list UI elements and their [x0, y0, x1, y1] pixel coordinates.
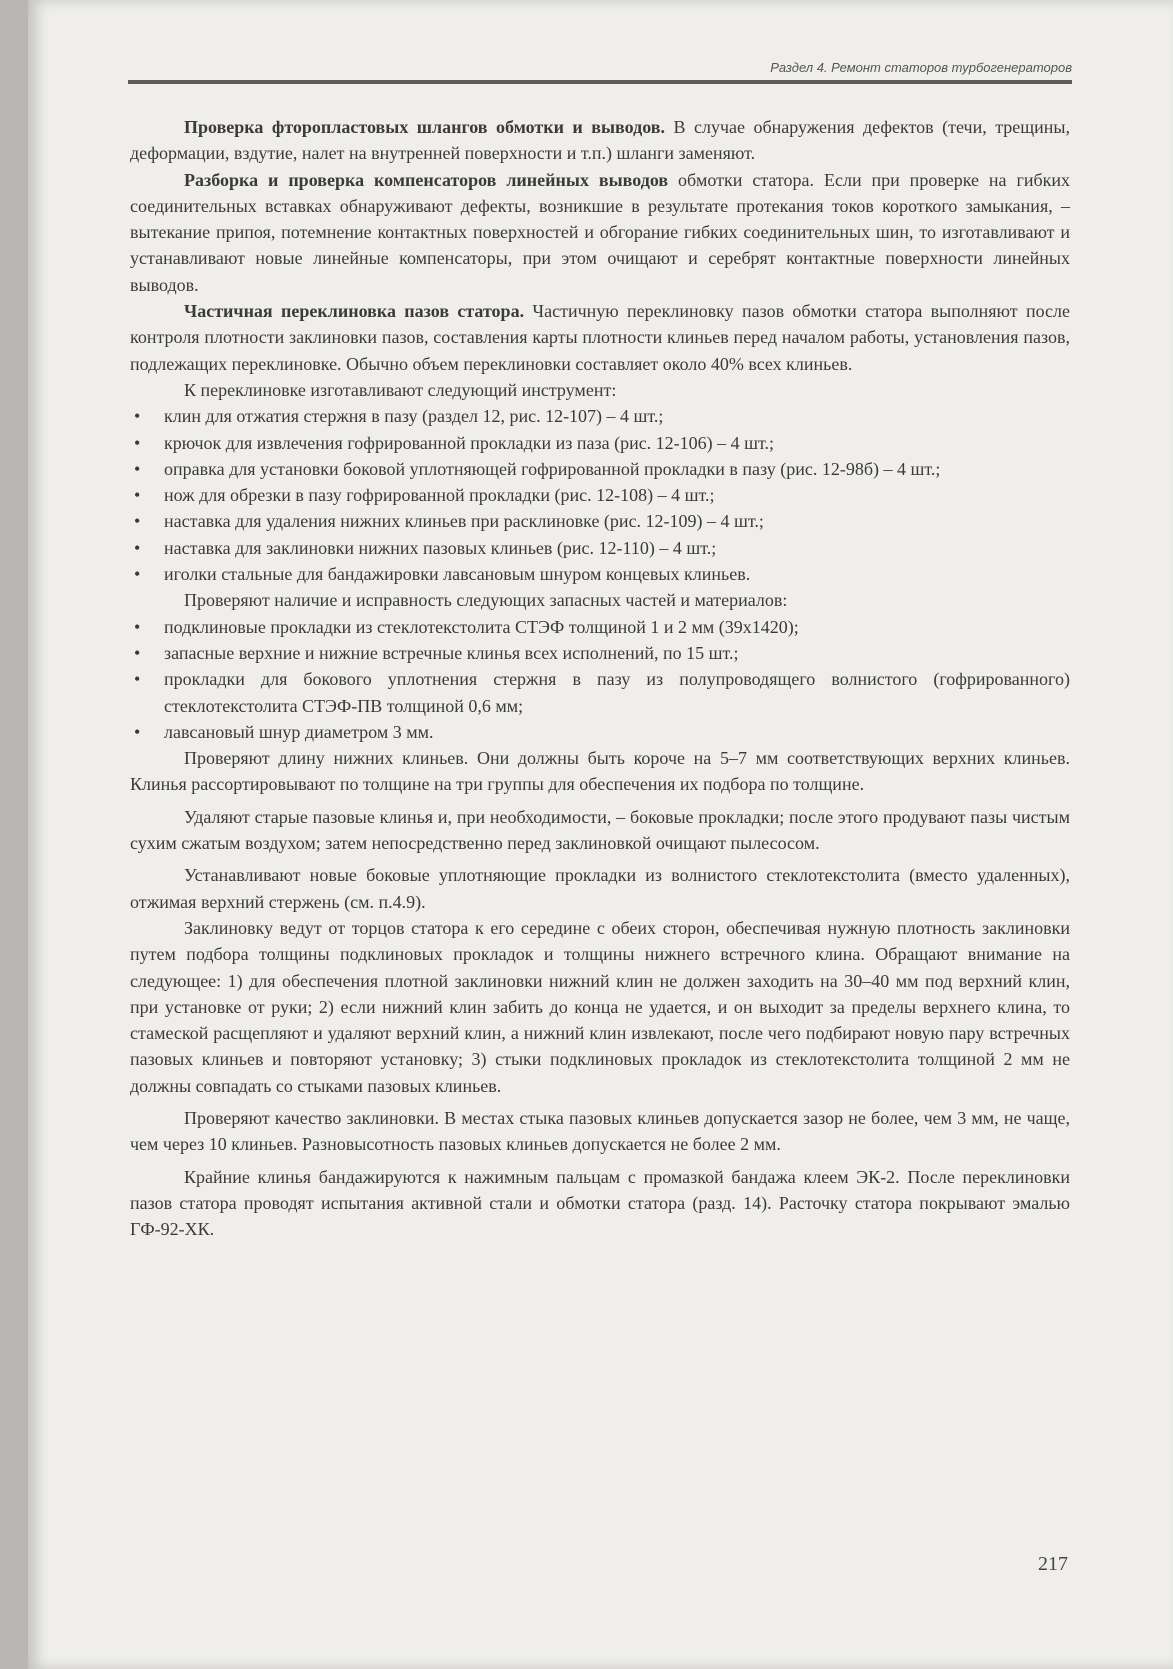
document-page: [28, 0, 1173, 1669]
paragraph-banding: Крайние клинья бандажируются к нажимным пальцам с промазкой бандажа клеем ЭК-2. После переклиновки пазов статора проводят испытания активной стали и обмотки статора (разд. 14). Расточку статора покрывают эмалью ГФ-92-ХК.: [130, 1166, 1070, 1240]
list-item-text: лавсановый шнур диаметром 3 мм.: [164, 721, 434, 742]
tools-list: [130, 403, 1070, 587]
paragraph-heading: Проверка фторопластовых шлангов обмотки и выводов.: [184, 117, 666, 137]
parts-intro: Проверяют наличие и исправность следующих запасных частей и материалов:: [184, 590, 788, 611]
bullet-icon: •: [134, 485, 141, 506]
list-item: [130, 403, 1070, 429]
bullet-icon: •: [134, 537, 141, 558]
list-item: [130, 614, 1070, 640]
bullet-icon: •: [134, 564, 141, 585]
paragraph-wedge-length: Проверяют длину нижних клиньев. Они должны быть короче на 5–7 мм соответствующих верхних клиньев. Клинья рассортировывают по толщине на три группы для обеспечения их подбора по толщине.: [130, 748, 1070, 795]
bullet-icon: •: [134, 511, 141, 532]
parts-list: [130, 614, 1070, 745]
paragraph-rewedging: [130, 298, 1070, 377]
paragraph-text: В случае обнаружения дефектов (течи, трещины, деформации, вздутие, налет на внутренней поверхности и т.п.) шланги заменяют.: [130, 117, 1070, 164]
page-body: [130, 114, 1070, 1242]
list-item: [130, 561, 1070, 587]
list-item: [130, 482, 1070, 508]
bullet-icon: •: [134, 642, 141, 663]
list-item-text: нож для обрезки в пазу гофрированной прокладки (рис. 12-108) – 4 шт.;: [164, 485, 715, 506]
paragraph-text: обмотки статора. Если при проверке на гибких соединительных вставках обнаруживают дефекты, возникшие в результате протекания токов короткого замыкания, – вытекание припоя, потемнение контактных поверхностей и обгорание гибких соединительных шин, то изготавливают и устанавливают новые линейные компенсаторы, при этом очищают и серебрят контактные поверхности линейных выводов.: [130, 169, 1070, 295]
list-item: [130, 666, 1070, 719]
list-item-text: иголки стальные для бандажировки лавсановым шнуром концевых клиньев.: [164, 564, 751, 585]
list-item: [130, 640, 1070, 666]
paragraph-heading: Разборка и проверка компенсаторов линейных выводов: [184, 169, 669, 190]
list-item-text: наставка для удаления нижних клиньев при расклиновке (рис. 12-109) – 4 шт.;: [164, 511, 764, 532]
paragraph-compensators: [130, 167, 1070, 298]
paragraph-hoses: [130, 114, 1070, 167]
paragraph-install-liners: Устанавливают новые боковые уплотняющие прокладки из волнистого стеклотекстолита (вместо удаленных), отжимая верхний стержень (см. п.4.9).: [130, 865, 1070, 912]
paragraph-remove-wedges: Удаляют старые пазовые клинья и, при необходимости, – боковые прокладки; после этого продувают пазы чистым сухим сжатым воздухом; затем непосредственно перед заклиновкой очищают пылесосом.: [130, 806, 1070, 854]
list-item-text: прокладки для бокового уплотнения стержня в пазу из полупроводящего волнистого (гофрированного) стеклотекстолита СТЭФ-ПВ толщиной 0,6 мм;: [164, 669, 1070, 716]
list-item-text: оправка для установки боковой уплотняющей гофрированной прокладки в пазу (рис. 12-98б) – 4 шт.;: [164, 458, 941, 479]
bullet-icon: •: [134, 432, 141, 453]
paragraph-text: Частичную переклиновку пазов обмотки статора выполняют после контроля плотности заклиновки пазов, составления карты плотности клиньев перед началом работы, установления пазов, подлежащих переклиновке. Обычно объем переклиновки составляет около 40% всех клиньев.: [130, 301, 1070, 374]
list-item-text: наставка для заклиновки нижних пазовых клиньев (рис. 12-110) – 4 шт.;: [164, 537, 717, 558]
bullet-icon: •: [134, 406, 141, 427]
list-item: [130, 430, 1070, 456]
paragraph-wedging-procedure: Заклиновку ведут от торцов статора к его середине с обеих сторон, обеспечивая нужную плотность заклиновки путем подбора толщины подклиновых прокладок и толщины нижнего встречного клина. Обращают внимание на следующее: 1) для обеспечения плотной заклиновки нижний клин не должен заходить на 30–40 мм под верхний клин, при установке от руки; 2) если нижний клин забить до конца не удается, и он выходит за пределы верхнего клина, то стамеской расщепляют и удаляют верхний клин, а нижний клин извлекают, после чего подбирают новую пару встречных пазовых клиньев и повторяют установку; 3) стыки подклиновых прокладок из стеклотекстолита толщиной 2 мм не должны совпадать со стыками пазовых клиньев.: [130, 917, 1070, 1096]
list-item: [130, 456, 1070, 482]
tools-intro: К переклиновке изготавливают следующий инструмент:: [184, 379, 617, 400]
list-item-text: крючок для извлечения гофрированной прокладки из паза (рис. 12-106) – 4 шт.;: [164, 432, 775, 453]
bullet-icon: •: [134, 721, 141, 742]
list-item: [130, 719, 1070, 745]
list-item: [130, 535, 1070, 561]
list-item-text: клин для отжатия стержня в пазу (раздел 12, рис. 12-107) – 4 шт.;: [164, 406, 664, 427]
list-item-text: запасные верхние и нижние встречные клинья всех исполнений, по 15 шт.;: [164, 642, 739, 663]
bullet-icon: •: [134, 669, 141, 690]
paragraph-heading: Частичная переклиновка пазов статора.: [184, 301, 525, 322]
paragraph-quality-check: Проверяют качество заклиновки. В местах стыка пазовых клиньев допускается зазор не более, чем 3 мм, не чаще, чем через 10 клиньев. Разновысотность пазовых клиньев допускается не более 2 мм.: [130, 1107, 1070, 1155]
bullet-icon: •: [134, 616, 141, 637]
bullet-icon: •: [134, 458, 141, 479]
list-item: [130, 508, 1070, 534]
page-number: 217: [1038, 1553, 1068, 1575]
header-rule: [128, 80, 1072, 84]
running-header: Раздел 4. Ремонт статоров турбогенераторов: [770, 60, 1072, 75]
list-item-text: подклиновые прокладки из стеклотекстолита СТЭФ толщиной 1 и 2 мм (39х1420);: [164, 616, 799, 637]
